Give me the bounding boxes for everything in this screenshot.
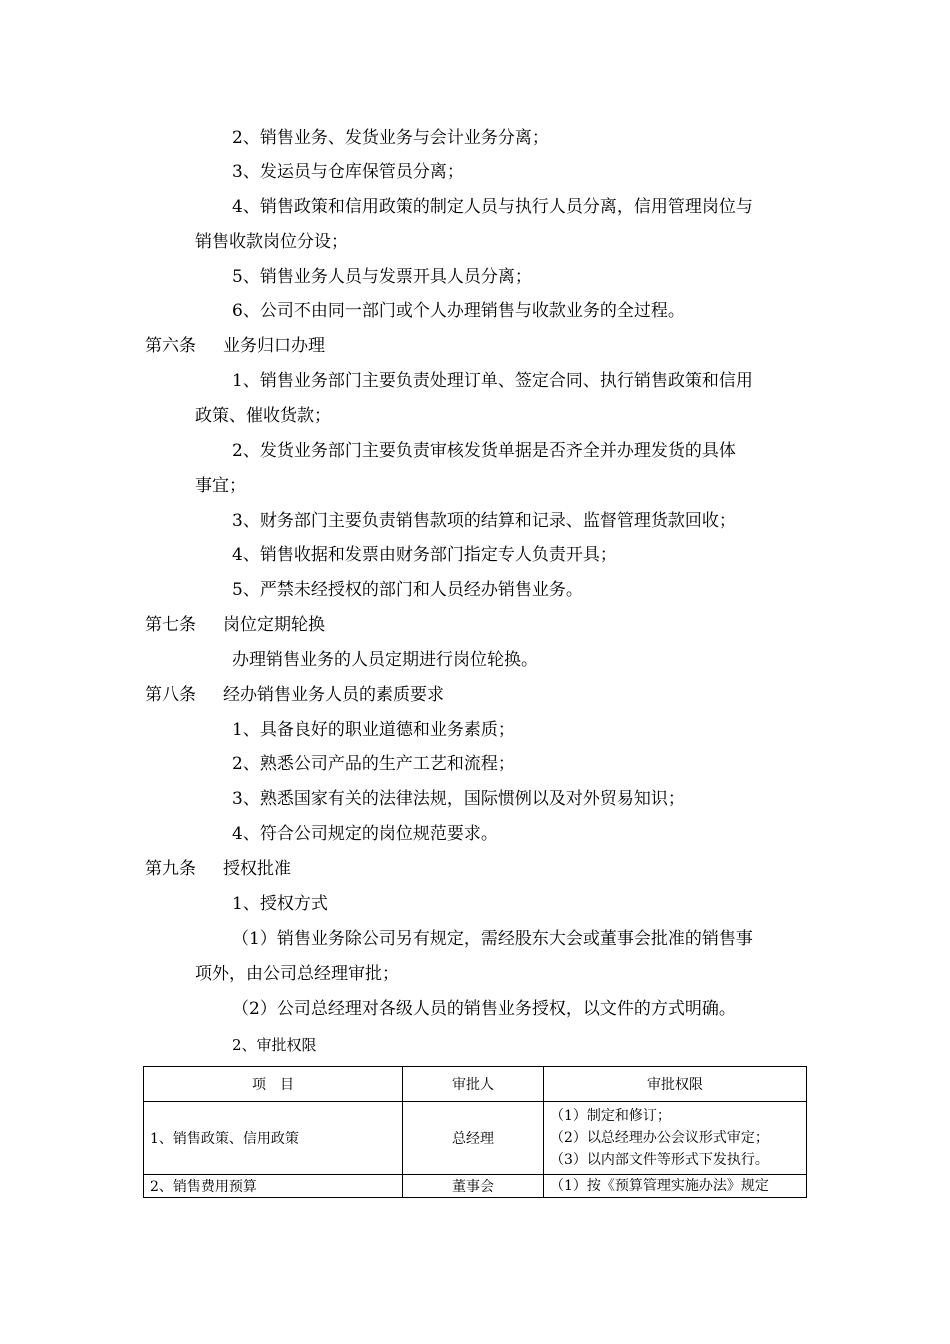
rights-line: （2）以总经理办公会议形式审定； bbox=[550, 1130, 769, 1146]
article-title: 授权批准 bbox=[223, 859, 291, 879]
table-row bbox=[144, 1175, 807, 1198]
paragraph-line: 事宜； bbox=[195, 476, 246, 496]
paragraph-line: 5、销售业务人员与发票开具人员分离； bbox=[232, 267, 532, 287]
paragraph-line: 2、发货业务部门主要负责审核发货单据是否齐全并办理发货的具体 bbox=[232, 441, 736, 461]
paragraph-line: 项外，由公司总经理审批； bbox=[195, 964, 399, 984]
paragraph-line: 4、销售政策和信用政策的制定人员与执行人员分离，信用管理岗位与 bbox=[232, 197, 753, 217]
paragraph-line: 3、发运员与仓库保管员分离； bbox=[232, 162, 464, 182]
article-heading-9 bbox=[145, 858, 291, 880]
table-header-cell: 审批人 bbox=[403, 1067, 544, 1102]
paragraph-line: 4、销售收据和发票由财务部门指定专人负责开具； bbox=[232, 545, 617, 565]
paragraph-line: 5、严禁未经授权的部门和人员经办销售业务。 bbox=[232, 580, 583, 600]
paragraph-line: 3、财务部门主要负责销售款项的结算和记录、监督管理货款回收； bbox=[232, 511, 736, 531]
paragraph-line: 办理销售业务的人员定期进行岗位轮换。 bbox=[232, 650, 538, 670]
article-heading-7 bbox=[145, 614, 325, 636]
rights-line: （1）制定和修订； bbox=[550, 1108, 671, 1124]
table-header-cell: 项 目 bbox=[144, 1067, 403, 1102]
paragraph-line: （2）公司总经理对各级人员的销售业务授权，以文件的方式明确。 bbox=[232, 999, 736, 1019]
article-number: 第六条 bbox=[145, 336, 196, 356]
paragraph-line: （1）销售业务除公司另有规定，需经股东大会或董事会批准的销售事 bbox=[232, 929, 753, 949]
rights-line: （3）以内部文件等形式下发执行。 bbox=[550, 1152, 769, 1168]
paragraph-line: 2、熟悉公司产品的生产工艺和流程； bbox=[232, 754, 515, 774]
article-number: 第八条 bbox=[145, 685, 196, 705]
paragraph-line: 1、授权方式 bbox=[232, 894, 328, 914]
table-cell-item: 1、销售政策、信用政策 bbox=[144, 1102, 403, 1175]
article-title: 岗位定期轮换 bbox=[223, 615, 325, 635]
approval-rights-table bbox=[143, 1066, 807, 1198]
article-title: 经办销售业务人员的素质要求 bbox=[223, 685, 444, 705]
paragraph-line: 政策、催收货款； bbox=[195, 406, 331, 426]
article-title: 业务归口办理 bbox=[223, 336, 325, 356]
table-row bbox=[144, 1102, 807, 1175]
paragraph-line: 1、销售业务部门主要负责处理订单、签定合同、执行销售政策和信用 bbox=[232, 371, 753, 391]
rights-line: （1）按《预算管理实施办法》规定 bbox=[550, 1178, 769, 1194]
table-cell-rights bbox=[544, 1175, 807, 1198]
paragraph-line: 1、具备良好的职业道德和业务素质； bbox=[232, 720, 515, 740]
table-cell-rights bbox=[544, 1102, 807, 1175]
table-cell-approver: 总经理 bbox=[403, 1102, 544, 1175]
article-heading-8 bbox=[145, 684, 444, 706]
paragraph-line: 6、公司不由同一部门或个人办理销售与收款业务的全过程。 bbox=[232, 301, 685, 321]
table-cell-item: 2、销售费用预算 bbox=[144, 1175, 403, 1198]
paragraph-line: 4、符合公司规定的岗位规范要求。 bbox=[232, 824, 498, 844]
table-header-row bbox=[144, 1067, 807, 1102]
article-heading-6 bbox=[145, 335, 325, 357]
paragraph-line: 销售收款岗位分设； bbox=[195, 232, 348, 252]
article-number: 第七条 bbox=[145, 615, 196, 635]
paragraph-line: 2、销售业务、发货业务与会计业务分离； bbox=[232, 128, 549, 148]
article-number: 第九条 bbox=[145, 859, 196, 879]
table-header-cell: 审批权限 bbox=[544, 1067, 807, 1102]
table-cell-approver: 董事会 bbox=[403, 1175, 544, 1198]
paragraph-line: 2、审批权限 bbox=[232, 1036, 317, 1054]
paragraph-line: 3、熟悉国家有关的法律法规，国际惯例以及对外贸易知识； bbox=[232, 789, 685, 809]
